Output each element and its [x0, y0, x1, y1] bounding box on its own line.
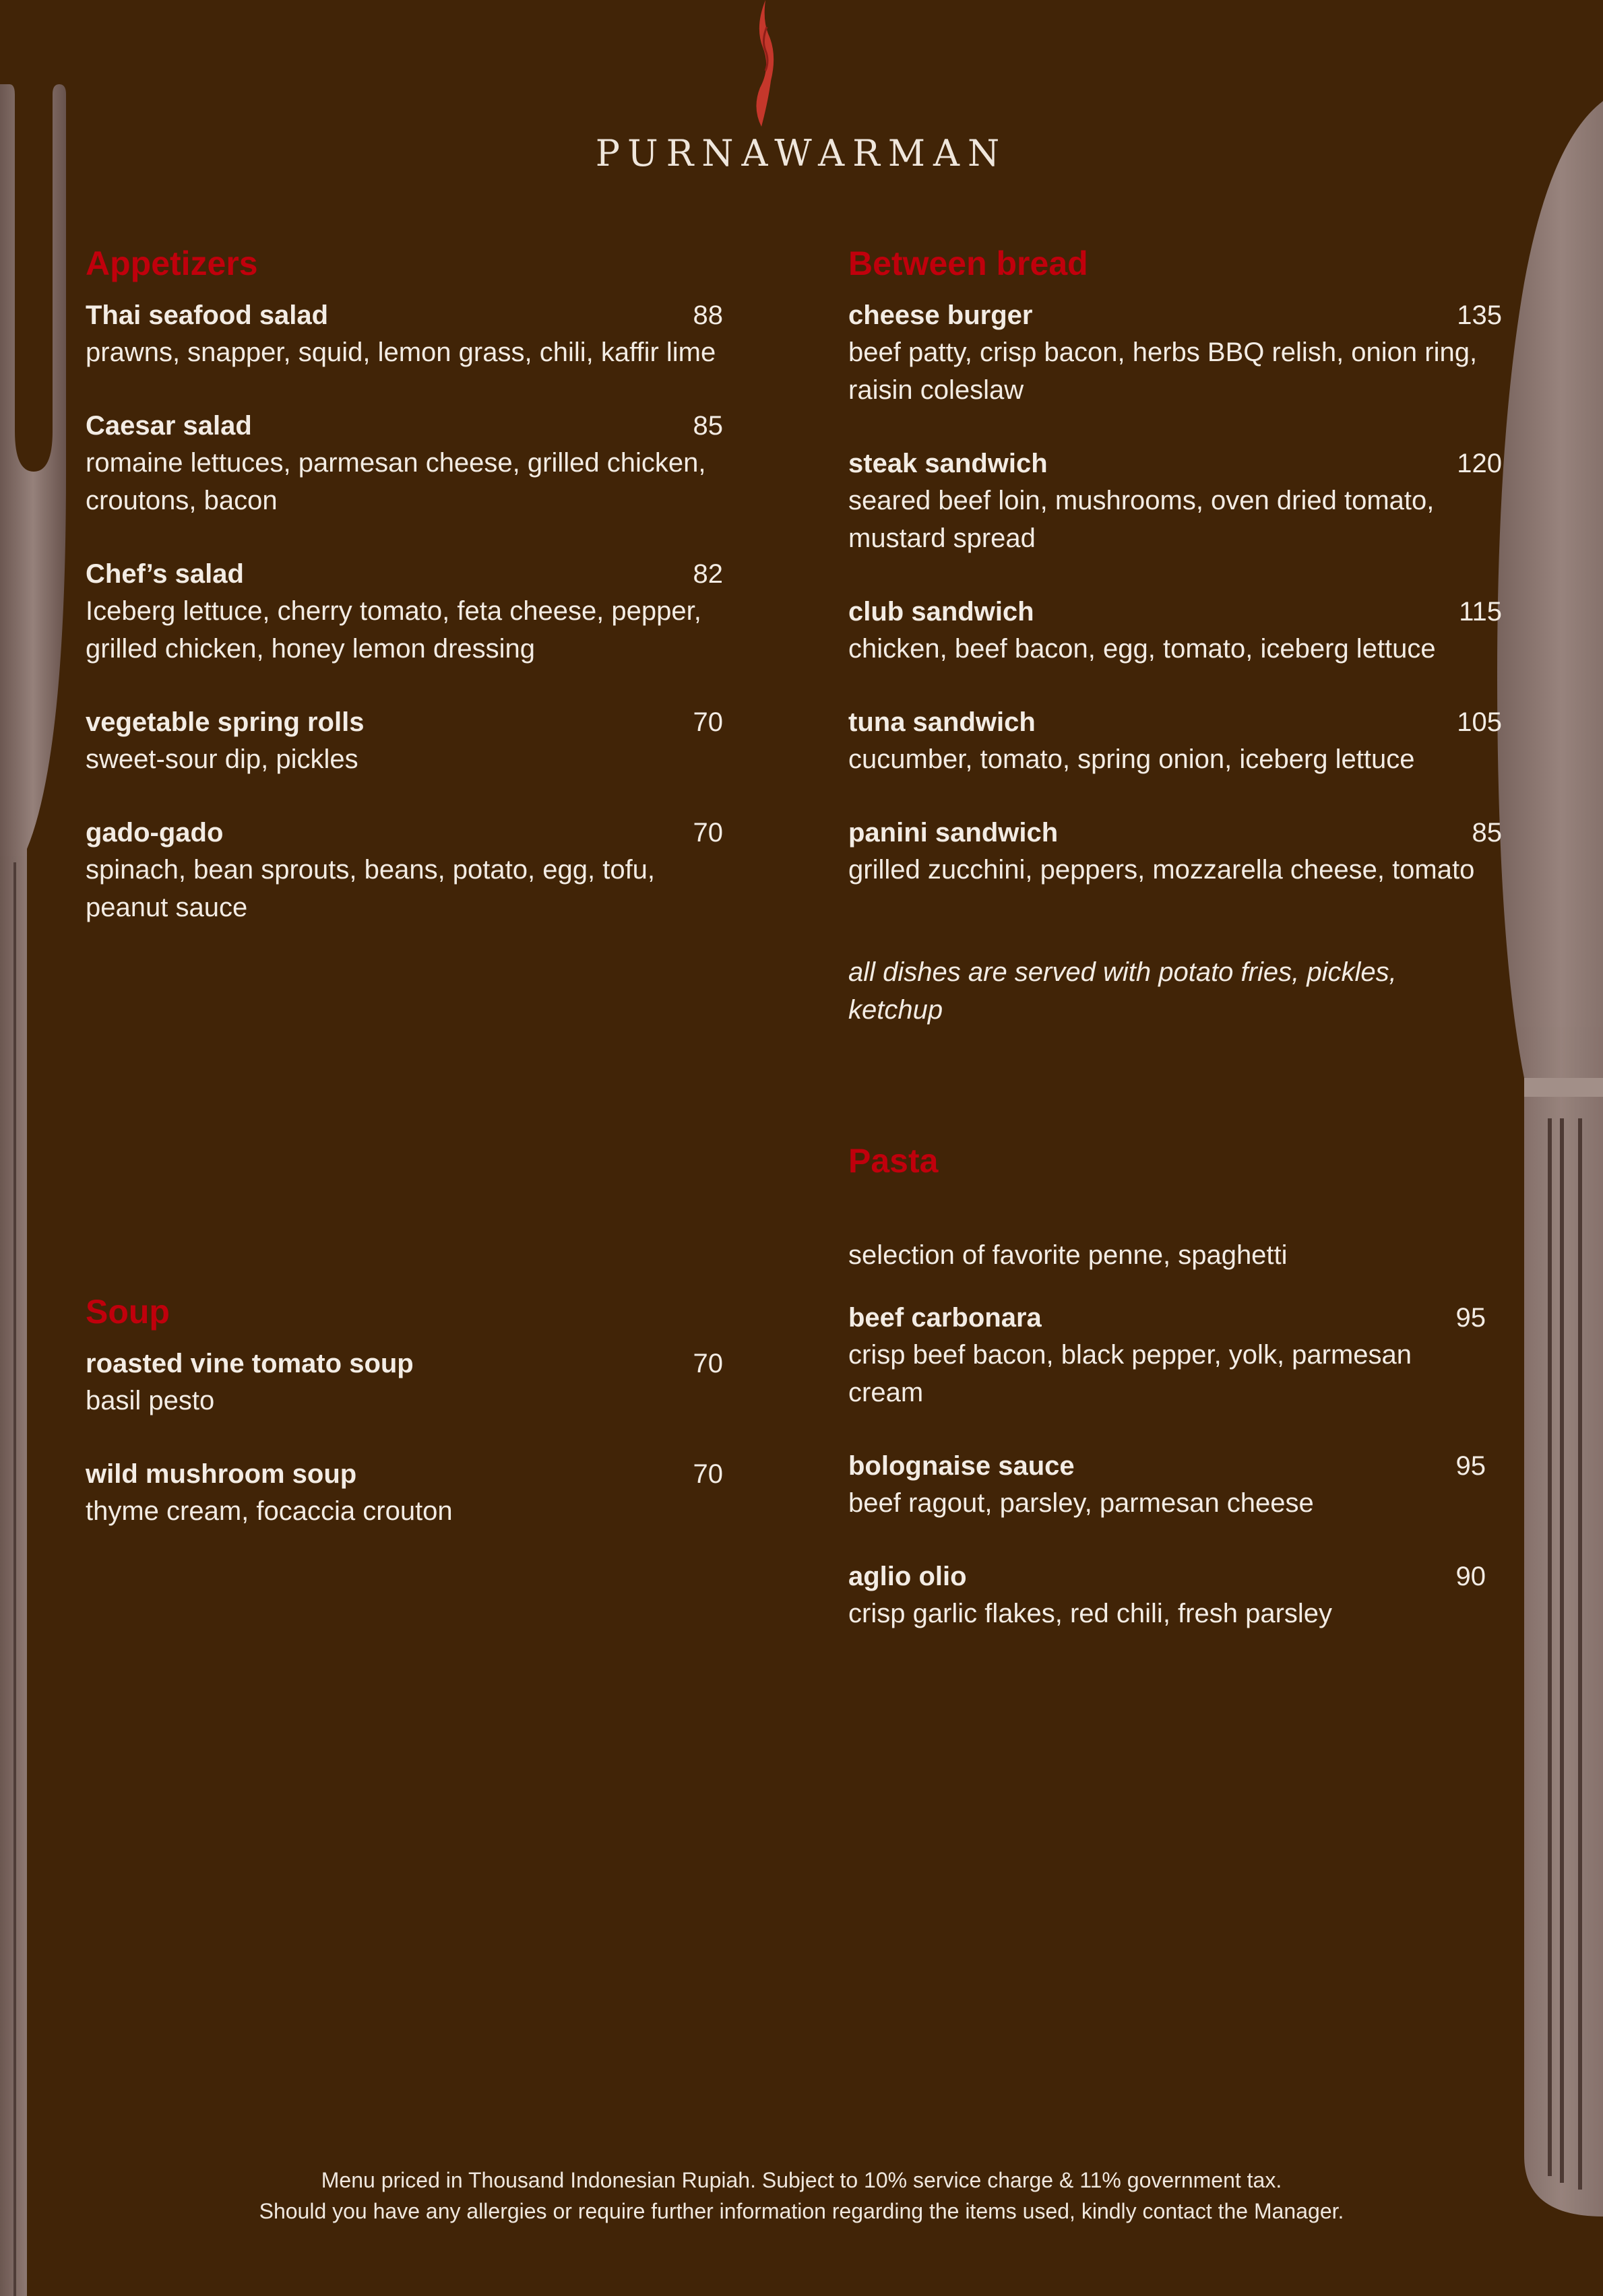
fork-icon — [0, 84, 66, 2296]
item-price: 95 — [1455, 1451, 1486, 1481]
item-description: prawns, snapper, squid, lemon grass, chili, kaffir lime — [86, 338, 716, 367]
item-description: beef ragout, parsley, parmesan cheese — [848, 1488, 1314, 1518]
pasta-intro: selection of favorite penne, spaghetti — [848, 1240, 1288, 1270]
menu-item — [848, 1448, 1486, 1522]
menu-item — [86, 815, 723, 926]
item-price: 85 — [1472, 818, 1502, 848]
menu-item — [86, 1456, 723, 1530]
item-name: Caesar salad — [86, 411, 252, 441]
menu-item — [848, 445, 1509, 557]
section-title: Pasta — [848, 1142, 939, 1180]
menu-item — [86, 704, 723, 778]
section-soup — [86, 1294, 723, 1566]
menu-item — [86, 1345, 723, 1420]
item-name: Chef’s salad — [86, 559, 244, 589]
menu-item — [848, 594, 1509, 668]
item-name: steak sandwich — [848, 449, 1048, 478]
item-description: seared beef loin, mushrooms, oven dried tomato, mustard spread — [848, 486, 1435, 553]
item-price: 90 — [1455, 1562, 1486, 1591]
knife-icon — [1497, 101, 1603, 2217]
item-name: club sandwich — [848, 597, 1034, 627]
item-price: 120 — [1457, 449, 1502, 478]
item-description: romaine lettuces, parmesan cheese, grilled chicken, croutons, bacon — [86, 448, 706, 515]
item-price: 70 — [693, 1459, 723, 1489]
menu-item — [848, 815, 1509, 889]
item-name: roasted vine tomato soup — [86, 1349, 414, 1378]
item-description: thyme cream, focaccia crouton — [86, 1496, 453, 1526]
menu-item — [848, 1300, 1486, 1411]
item-description: sweet-sour dip, pickles — [86, 744, 358, 774]
item-description: cucumber, tomato, spring onion, iceberg lettuce — [848, 744, 1415, 774]
item-description: crisp garlic flakes, red chili, fresh parsley — [848, 1599, 1333, 1628]
item-name: bolognaise sauce — [848, 1451, 1075, 1481]
item-price: 82 — [693, 559, 723, 589]
flame-icon — [748, 0, 782, 128]
item-price: 88 — [693, 300, 723, 330]
footer-note — [0, 2165, 1603, 2227]
item-description: spinach, bean sprouts, beans, potato, egg, tofu, peanut sauce — [86, 855, 656, 922]
item-price: 85 — [693, 411, 723, 441]
item-name: beef carbonara — [848, 1303, 1042, 1333]
menu-item — [848, 1558, 1486, 1632]
item-description: basil pesto — [86, 1386, 215, 1415]
menu-item — [86, 408, 723, 519]
section-title: Between bread — [848, 245, 1088, 282]
item-description: chicken, beef bacon, egg, tomato, iceberg lettuce — [848, 634, 1436, 664]
item-name: aglio olio — [848, 1562, 967, 1591]
served-with-note: all dishes are served with potato fries, pickles, ketchup — [848, 957, 1397, 1025]
item-name: panini sandwich — [848, 818, 1059, 848]
item-price: 115 — [1459, 597, 1502, 627]
item-name: vegetable spring rolls — [86, 707, 365, 737]
item-name: gado-gado — [86, 818, 224, 848]
section-pasta — [848, 1143, 1486, 1669]
item-name: tuna sandwich — [848, 707, 1036, 737]
item-name: Thai seafood salad — [86, 300, 329, 330]
item-description: Iceberg lettuce, cherry tomato, feta cheese, pepper, grilled chicken, honey lemon dressing — [86, 596, 701, 664]
item-description: beef patty, crisp bacon, herbs BBQ relish, onion ring, raisin coleslaw — [848, 338, 1478, 405]
footer-line-allergies: Should you have any allergies or require further information regarding the items used, kindly contact the Manager. — [259, 2199, 1344, 2224]
item-price: 135 — [1457, 300, 1502, 330]
item-price: 70 — [693, 707, 723, 737]
brand-logo — [0, 0, 1603, 182]
item-price: 105 — [1457, 707, 1502, 737]
item-name: cheese burger — [848, 300, 1033, 330]
item-name: wild mushroom soup — [86, 1459, 357, 1489]
section-between-bread — [848, 245, 1509, 1029]
item-description: crisp beef bacon, black pepper, yolk, parmesan cream — [848, 1340, 1412, 1407]
item-price: 70 — [693, 818, 723, 848]
item-description: grilled zucchini, peppers, mozzarella cheese, tomato — [848, 855, 1475, 885]
brand-name: PURNAWARMAN — [595, 132, 1008, 174]
menu-item — [848, 704, 1509, 778]
item-price: 70 — [693, 1349, 723, 1378]
section-appetizers — [86, 245, 723, 963]
menu-item — [86, 297, 723, 371]
menu-item — [848, 297, 1509, 409]
section-title: Soup — [86, 1293, 170, 1331]
footer-line-pricing: Menu priced in Thousand Indonesian Rupiah. Subject to 10% service charge & 11% government tax. — [321, 2168, 1282, 2192]
menu-item — [86, 556, 723, 668]
item-price: 95 — [1455, 1303, 1486, 1333]
section-title: Appetizers — [86, 245, 258, 282]
